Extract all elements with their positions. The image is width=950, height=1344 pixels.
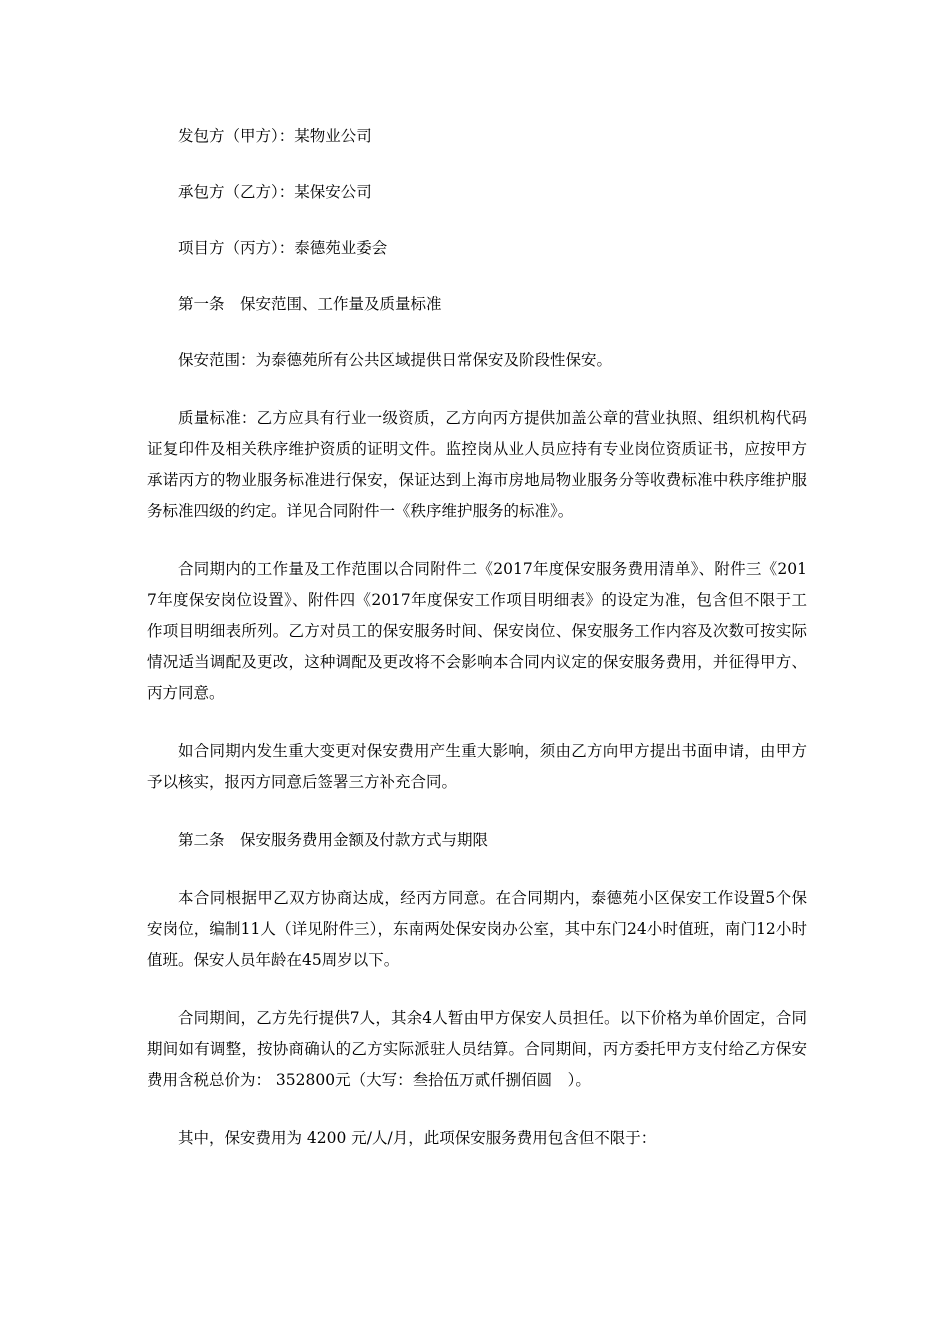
quality-standard-paragraph: 质量标准：乙方应具有行业一级资质，乙方向丙方提供加盖公章的营业执照、组织机构代码证复印件及相关秩序维护资质的证明文件。监控岗从业人员应持有专业岗位资质证书，应按甲方承诺丙方的物业服务标准进行保安，保证达到上海市房地局物业服务分等收费标准中秩序维护服务标准四级的约定。详见合同附件一《秩序维护服务的标准》。 (147, 409, 807, 520)
article-1-heading: 第一条 保安范围、工作量及质量标准 (178, 295, 442, 313)
workload-scope-paragraph: 合同期内的工作量及工作范围以合同附件二《2017年度保安服务费用清单》、附件三《2017年度保安岗位设置》、附件四《2017年度保安工作项目明细表》的设定为准，包含但不限于工作项目明细表所列。乙方对员工的保安服务时间、保安岗位、保安服务工作内容及次数可按实际情况适当调配及更改，这种调配及更改将不会影响本合同内议定的保安服务费用，并征得甲方、丙方同意。 (147, 560, 807, 702)
fee-total-paragraph: 合同期间，乙方先行提供7人，其余4人暂由甲方保安人员担任。以下价格为单价固定，合同期间如有调整，按协商确认的乙方实际派驻人员结算。合同期间，丙方委托甲方支付给乙方保安费用含税总价为： 352800元（大写：叁拾伍万贰仟捌佰圆 ）。 (147, 1009, 807, 1089)
security-scope-paragraph: 保安范围：为泰德苑所有公共区域提供日常保安及阶段性保安。 (178, 351, 613, 369)
party-c-line: 项目方（丙方）：泰德苑业委会 (178, 239, 388, 257)
major-change-paragraph: 如合同期内发生重大变更对保安费用产生重大影响，须由乙方向甲方提出书面申请，由甲方予以核实，报丙方同意后签署三方补充合同。 (147, 742, 807, 791)
article-2-heading: 第二条 保安服务费用金额及付款方式与期限 (178, 831, 489, 849)
party-b-line: 承包方（乙方）：某保安公司 (178, 183, 372, 201)
fee-unit-paragraph: 其中，保安费用为 4200 元/人/月，此项保安服务费用包含但不限于： (178, 1129, 657, 1147)
staffing-paragraph: 本合同根据甲乙双方协商达成，经丙方同意。在合同期内，泰德苑小区保安工作设置5个保安岗位，编制11人（详见附件三），东南两处保安岗办公室，其中东门24小时值班，南门12小时值班。保安人员年龄在45周岁以下。 (147, 889, 807, 969)
contract-body (147, 121, 807, 1154)
party-a-line: 发包方（甲方）：某物业公司 (178, 127, 372, 145)
